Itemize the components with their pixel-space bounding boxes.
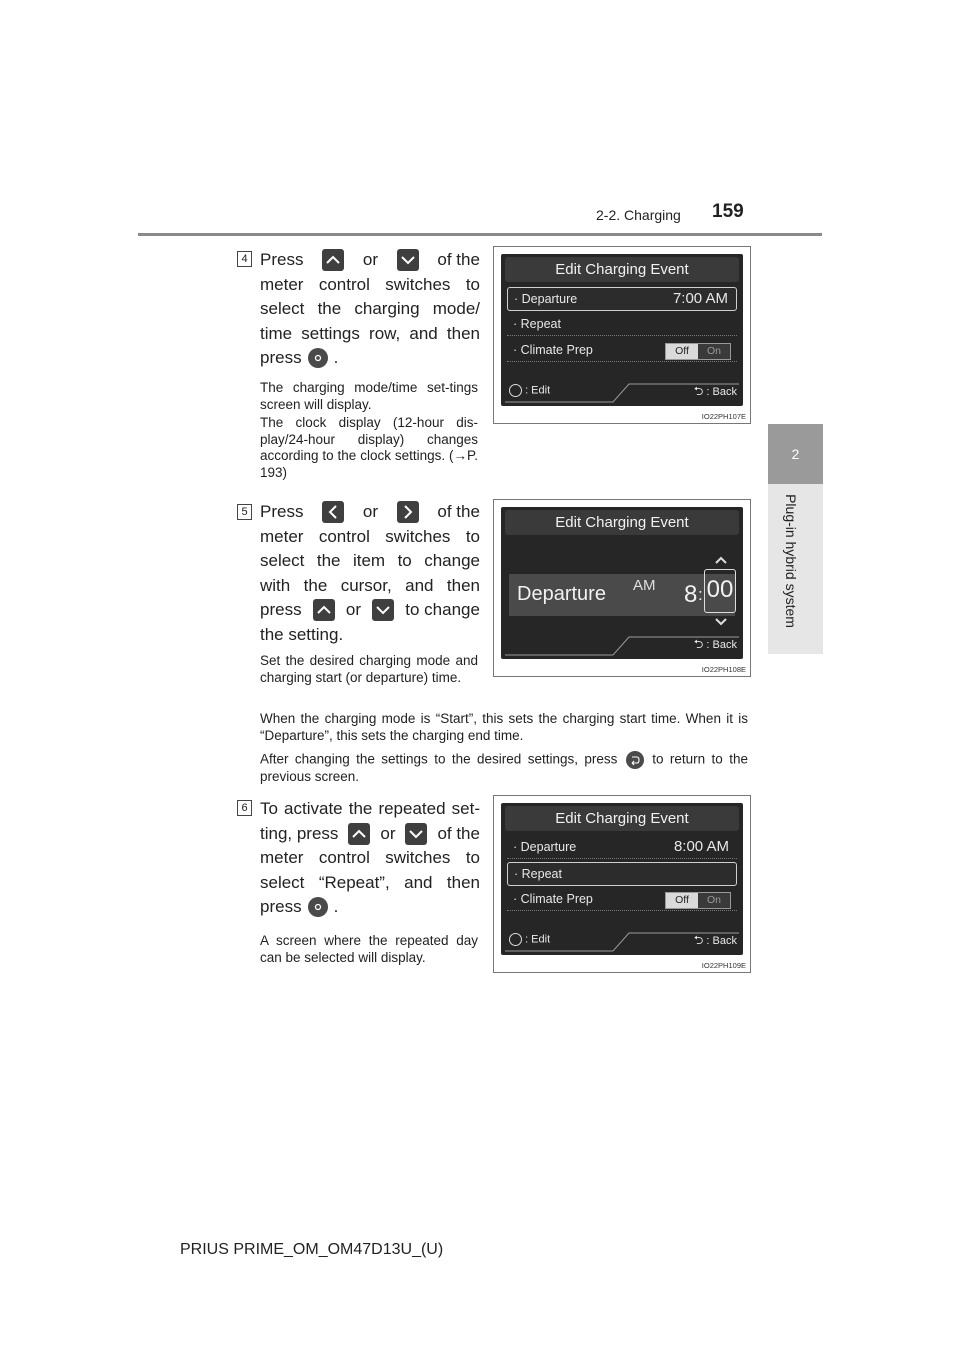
display-screen: [501, 254, 743, 406]
figure-code: IO22PH108E: [701, 665, 746, 674]
back-hint: ⮌ : Back: [693, 933, 737, 947]
step6-note-1: A screen where the repeated day can be selected will display.: [260, 933, 478, 965]
back-hint: ⮌ : Back: [693, 637, 737, 651]
screenshot-departure-time: [493, 499, 751, 677]
screenshot-edit-charging-event: [493, 246, 751, 424]
back-icon: ⮌: [693, 384, 704, 398]
down-button-icon: [397, 249, 419, 271]
am-label: AM: [633, 577, 656, 594]
edit-hint: : Edit: [509, 384, 737, 397]
step-number-4: 4: [237, 251, 252, 267]
time-colon: :: [698, 585, 703, 604]
header-rule: [138, 233, 822, 236]
step-number-6: 6: [237, 800, 252, 816]
step4-press: Press: [260, 250, 304, 269]
hour-value: 8: [684, 581, 698, 608]
screen-title: Edit Charging Event: [505, 806, 739, 831]
display-screen: [501, 803, 743, 955]
section-title: 2-2. Charging: [596, 207, 681, 223]
chapter-label: Plug-in hybrid system: [783, 494, 799, 628]
back-hint: ⮌ : Back: [693, 384, 737, 398]
chapter-tab: 2: [768, 424, 823, 484]
figure-code: IO22PH109E: [701, 961, 746, 970]
step6-instruction: To activate the repeated set- ting, press or of the meter control switches to select “Repeat”, and then press .: [260, 799, 480, 916]
right-button-icon: [397, 501, 419, 523]
ok-button-icon: [308, 348, 328, 368]
up-button-icon: [322, 249, 344, 271]
departure-row: · Departure 8:00 AM: [507, 836, 737, 859]
minute-value: 00: [704, 569, 736, 613]
departure-time: 8:00 AM: [673, 838, 729, 855]
edit-hint: : Edit: [509, 933, 737, 946]
document-footer: PRIUS PRIME_OM_OM47D13U_(U): [180, 1241, 444, 1258]
climate-toggle: Off On: [665, 343, 731, 360]
step5-note-2: When the charging mode is “Start”, this sets the charging start time. When it is “Departure”, this sets the charging end time.: [260, 711, 748, 743]
back-icon: ⮌: [693, 933, 704, 947]
repeat-row: · Repeat: [507, 313, 737, 336]
back-icon: ⮌: [693, 637, 704, 651]
climate-toggle: Off On: [665, 892, 731, 909]
knob-icon: [509, 384, 522, 397]
knob-icon: [509, 933, 522, 946]
display-screen: [501, 507, 743, 659]
back-button-icon: [626, 751, 644, 769]
up-button-icon: [348, 823, 370, 845]
step4-note-2: The clock display (12-hour dis-play/24-hour display) changes according to the clock settings. (→P. 193): [260, 415, 478, 480]
step4-instruction: Press or of the meter control switches to select the charging mode/ time settings row, and then press .: [260, 250, 480, 367]
step-number-5: 5: [237, 504, 252, 520]
step5-note-1: Set the desired charging mode and charging start (or departure) time.: [260, 653, 478, 685]
figure-code: IO22PH107E: [701, 412, 746, 421]
repeat-row: · Repeat: [507, 862, 737, 886]
step4-note-1: The charging mode/time set-tings screen will display.: [260, 380, 478, 412]
down-button-icon: [372, 599, 394, 621]
up-button-icon: [313, 599, 335, 621]
screenshot-repeat-selected: [493, 795, 751, 973]
screen-title: Edit Charging Event: [505, 257, 739, 282]
page-number: 159: [712, 201, 744, 222]
down-button-icon: [405, 823, 427, 845]
ok-button-icon: [308, 897, 328, 917]
step5-note-3: After changing the settings to the desired settings, press to return to the previous screen.: [260, 751, 748, 784]
left-button-icon: [322, 501, 344, 523]
up-arrow-icon: [714, 555, 728, 565]
departure-row: · Departure 7:00 AM: [507, 287, 737, 311]
departure-time: 7:00 AM: [672, 290, 728, 307]
screen-title: Edit Charging Event: [505, 510, 739, 535]
departure-label: Departure: [517, 583, 606, 605]
step5-instruction: Press or of the meter control switches to select the item to change with the cursor, and then press or to change the setting.: [260, 502, 480, 644]
down-arrow-icon: [714, 617, 728, 627]
climate-prep-row: · Climate Prep Off On: [507, 888, 737, 911]
climate-prep-row: · Climate Prep Off On: [507, 339, 737, 362]
